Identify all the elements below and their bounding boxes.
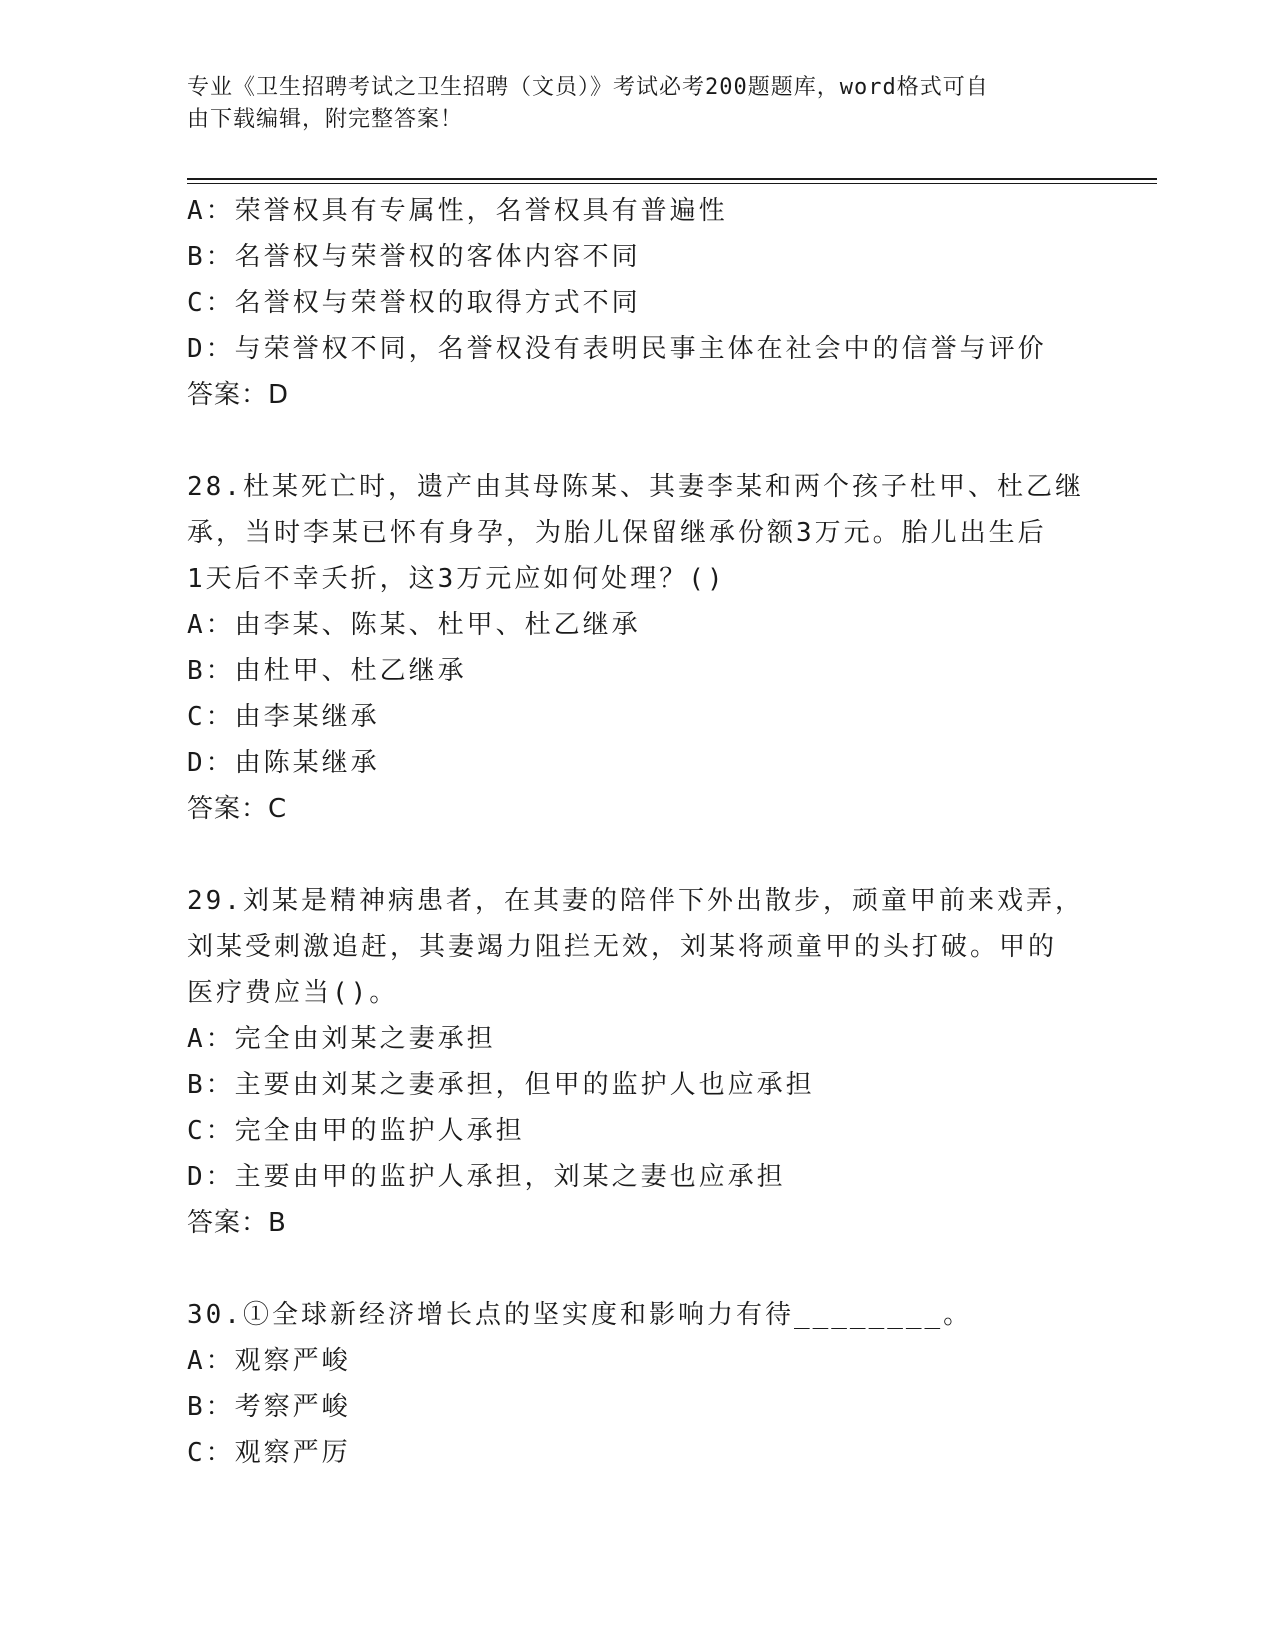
question-stem-line: 29.刘某是精神病患者，在其妻的陪伴下外出散步，顽童甲前来戏弄， <box>187 886 1084 916</box>
option-a: A：由李某、陈某、杜甲、杜乙继承 <box>187 610 641 640</box>
option-b: B：由杜甲、杜乙继承 <box>187 656 467 686</box>
option-c: C：名誉权与荣誉权的取得方式不同 <box>187 288 641 318</box>
header-line-1: 专业《卫生招聘考试之卫生招聘（文员）》考试必考200题题库，word格式可自 <box>187 75 989 100</box>
question-stem-line: 30.①全球新经济增长点的坚实度和影响力有待________。 <box>187 1300 973 1330</box>
answer-line: 答案：B <box>187 1208 287 1238</box>
answer-line: 答案：C <box>187 794 288 824</box>
option-b: B：名誉权与荣誉权的客体内容不同 <box>187 242 641 272</box>
answer-line: 答案：D <box>187 380 290 410</box>
header-divider-thick <box>187 178 1157 180</box>
question-block-prev <box>187 188 1087 418</box>
option-d: D：主要由甲的监护人承担，刘某之妻也应承担 <box>187 1162 786 1192</box>
question-stem-line: 医疗费应当()。 <box>187 978 399 1008</box>
option-a: A：荣誉权具有专属性，名誉权具有普遍性 <box>187 196 728 226</box>
option-c: C：观察严厉 <box>187 1438 351 1468</box>
option-c: C：由李某继承 <box>187 702 380 732</box>
option-d: D：与荣誉权不同，名誉权没有表明民事主体在社会中的信誉与评价 <box>187 334 1047 364</box>
option-a: A：观察严峻 <box>187 1346 351 1376</box>
spacer <box>187 418 1087 464</box>
document-content <box>187 188 1087 1476</box>
option-c: C：完全由甲的监护人承担 <box>187 1116 525 1146</box>
question-stem-line: 刘某受刺激追赶，其妻竭力阻拦无效，刘某将顽童甲的头打破。甲的 <box>187 932 1058 962</box>
question-block-30 <box>187 1292 1087 1476</box>
question-block-28 <box>187 464 1087 832</box>
header-line-2: 由下载编辑，附完整答案！ <box>187 107 464 132</box>
question-stem-line: 承，当时李某已怀有身孕，为胎儿保留继承份额3万元。胎儿出生后 <box>187 518 1047 548</box>
option-a: A：完全由刘某之妻承担 <box>187 1024 496 1054</box>
option-b: B：考察严峻 <box>187 1392 351 1422</box>
spacer <box>187 832 1087 878</box>
header-divider-thin <box>187 183 1157 184</box>
question-stem-line: 28.杜某死亡时，遗产由其母陈某、其妻李某和两个孩子杜甲、杜乙继 <box>187 472 1084 502</box>
option-d: D：由陈某继承 <box>187 748 380 778</box>
document-header <box>187 72 1067 136</box>
question-block-29 <box>187 878 1087 1246</box>
spacer <box>187 1246 1087 1292</box>
question-stem-line: 1天后不幸夭折，这3万元应如何处理？() <box>187 564 726 594</box>
option-b: B：主要由刘某之妻承担，但甲的监护人也应承担 <box>187 1070 815 1100</box>
